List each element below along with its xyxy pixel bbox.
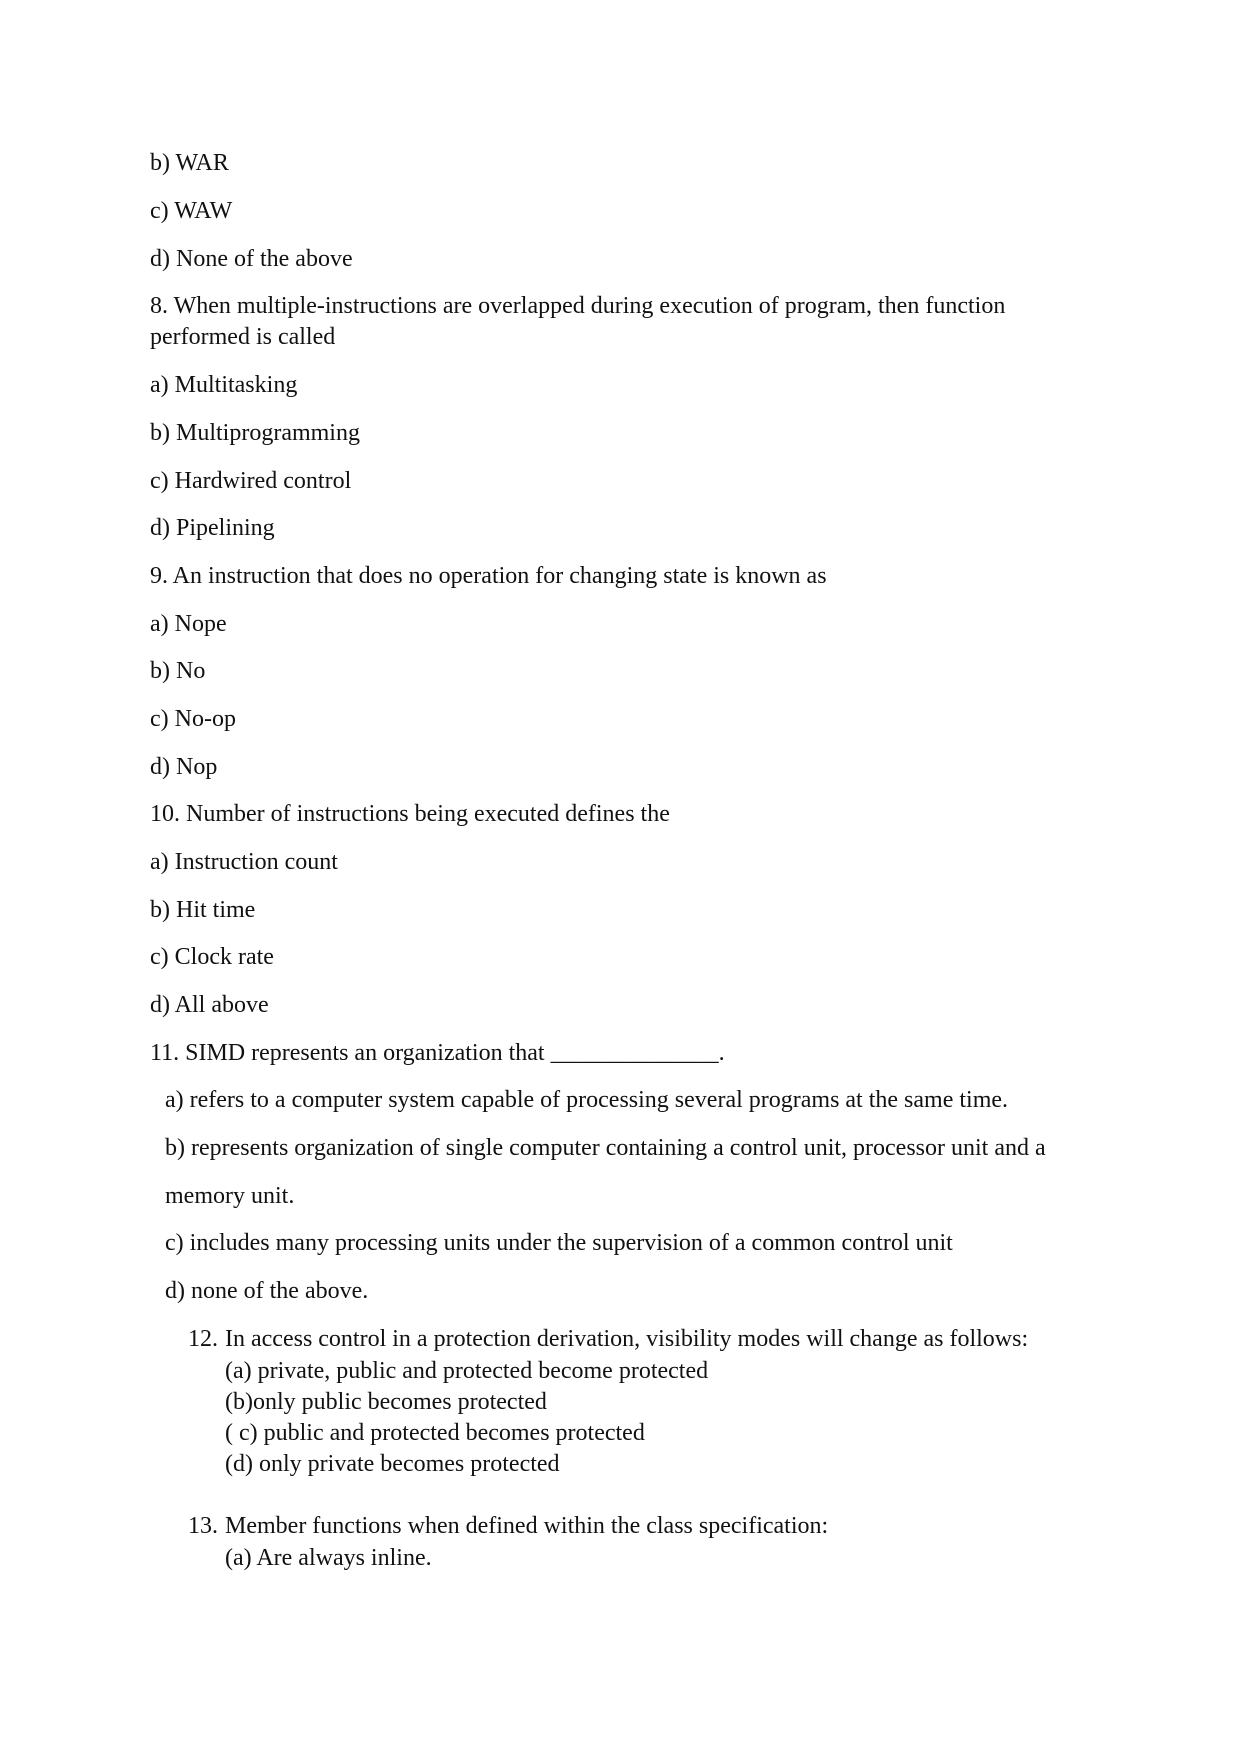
q13-number: 13. — [188, 1513, 218, 1539]
q13-text: Member functions when defined within the class specification: — [225, 1513, 829, 1539]
q12-option-a: (a) private, public and protected become protected — [225, 1358, 709, 1384]
q11-option-b-continued: memory unit. — [165, 1183, 295, 1209]
q10-question: 10. Number of instructions being executed defines the — [150, 801, 670, 827]
q12-text: In access control in a protection derivation, visibility modes will change as follows: — [225, 1326, 1029, 1352]
q12-option-c: ( c) public and protected becomes protected — [225, 1420, 645, 1446]
q11-option-b: b) represents organization of single computer containing a control unit, processor unit and a — [165, 1135, 1046, 1161]
q12-option-d: (d) only private becomes protected — [225, 1451, 560, 1477]
q12-option-b: (b)only public becomes protected — [225, 1389, 547, 1415]
q10-option-c: c) Clock rate — [150, 944, 274, 970]
q7-option-b: b) WAR — [150, 150, 229, 176]
q11-option-d: d) none of the above. — [165, 1278, 369, 1304]
q10-option-b: b) Hit time — [150, 897, 256, 923]
q13-option-a: (a) Are always inline. — [225, 1545, 432, 1571]
q10-option-a: a) Instruction count — [150, 849, 338, 875]
q9-option-b: b) No — [150, 658, 206, 684]
q11-question: 11. SIMD represents an organization that ______________. — [150, 1040, 725, 1066]
q8-option-d: d) Pipelining — [150, 515, 275, 541]
q9-option-a: a) Nope — [150, 611, 227, 637]
q9-option-d: d) Nop — [150, 754, 218, 780]
q8-option-b: b) Multiprogramming — [150, 420, 360, 446]
q8-option-a: a) Multitasking — [150, 372, 298, 398]
q7-option-c: c) WAW — [150, 198, 233, 224]
q7-option-d: d) None of the above — [150, 246, 353, 272]
q8-question: 8. When multiple-instructions are overlapped during execution of program, then function performed is called — [150, 293, 1006, 350]
q12-number: 12. — [188, 1326, 218, 1352]
q11-option-c: c) includes many processing units under the supervision of a common control unit — [165, 1230, 953, 1256]
q11-option-a: a) refers to a computer system capable of processing several programs at the same time. — [165, 1087, 1009, 1113]
q12-question — [188, 1324, 1028, 1354]
q10-option-d: d) All above — [150, 992, 269, 1018]
q8-option-c: c) Hardwired control — [150, 468, 352, 494]
q13-question — [188, 1511, 828, 1541]
q9-question: 9. An instruction that does no operation for changing state is known as — [150, 563, 827, 589]
q9-option-c: c) No-op — [150, 706, 236, 732]
